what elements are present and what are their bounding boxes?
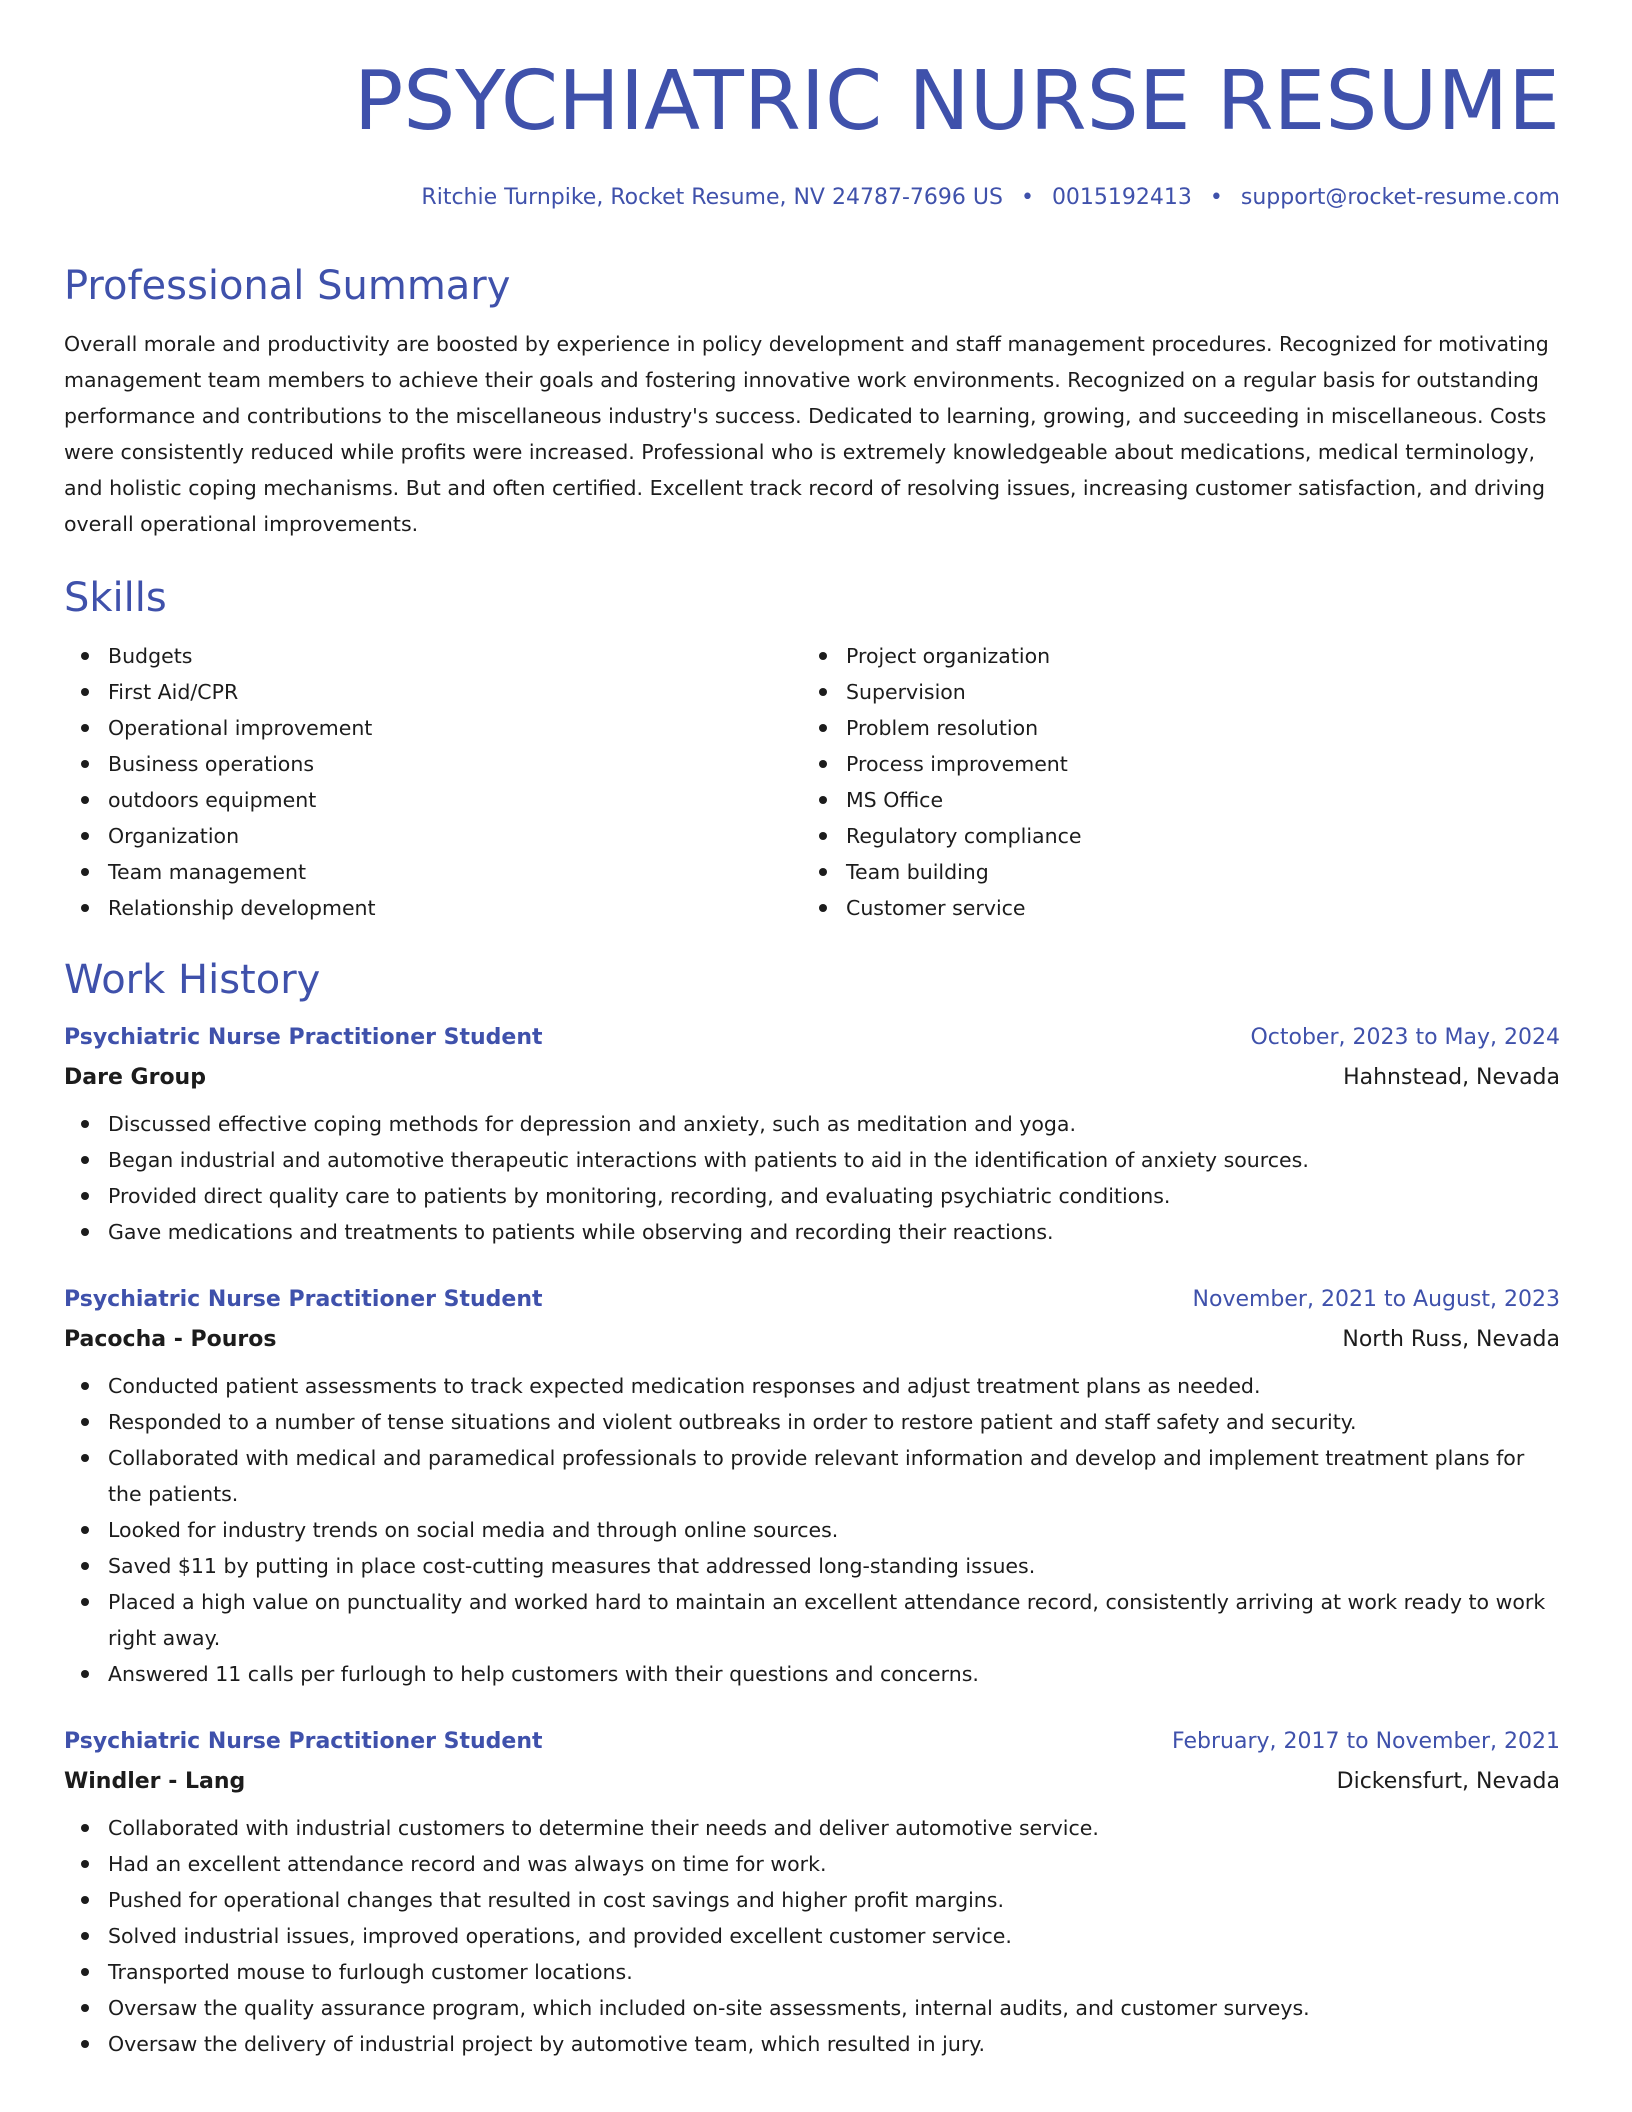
job-bullet-text: Solved industrial issues, improved operations, and provided excellent customer service. xyxy=(108,1924,1012,1948)
summary-text: Overall morale and productivity are boosted by experience in policy development and staff management procedures. Recognized for motivating management team members to achieve their goals and fostering innovative work environments. Recognized on a regular basis for outstanding performance and contributions to the miscellaneous industry's success. Dedicated to learning, growing, and succeeding in miscellaneous. Costs were consistently reduced while profits were increased. Professional who is extremely knowledgeable about medications, medical terminology, and holistic coping mechanisms. But and often certified. Excellent track record of resolving issues, increasing customer satisfaction, and driving overall operational improvements. xyxy=(64,332,1549,536)
job-bullet xyxy=(64,1656,1560,1692)
job-bullet xyxy=(64,1846,1560,1882)
job-bullet xyxy=(64,1178,1560,1214)
job-bullet xyxy=(64,1106,1560,1142)
bullet-dot xyxy=(81,1562,89,1570)
work-history-heading: Work History xyxy=(64,957,321,1003)
bullet-dot xyxy=(81,2040,89,2048)
job-bullets xyxy=(64,1810,1560,2062)
bullet-dot xyxy=(81,1156,89,1164)
job-bullet-text: Oversaw the delivery of industrial project by automotive team, which resulted in jury. xyxy=(108,2032,986,2056)
bullet-dot xyxy=(81,688,89,696)
job-bullet-text: Gave medications and treatments to patients while observing and recording their reactions. xyxy=(108,1220,1054,1244)
job-header xyxy=(64,1282,1560,1318)
job-bullet-text: Transported mouse to furlough customer locations. xyxy=(108,1960,633,1984)
job-bullet xyxy=(64,1882,1560,1918)
skill-label: Business operations xyxy=(108,752,315,776)
skill-label: Team building xyxy=(846,860,989,884)
job-bullet-text: Conducted patient assessments to track expected medication responses and adjust treatment plans as needed. xyxy=(108,1374,1261,1398)
job-bullet-text: Oversaw the quality assurance program, which included on-site assessments, internal audits, and customer surveys. xyxy=(108,1996,1310,2020)
skill-item xyxy=(802,746,1540,782)
job-bullet-text: Placed a high value on punctuality and worked hard to maintain an excellent attendance record, consistently arriving at work ready to work right away. xyxy=(108,1590,1546,1650)
bullet-dot xyxy=(81,868,89,876)
job-bullet xyxy=(64,1990,1560,2026)
bullet-dot xyxy=(81,724,89,732)
resume-title: PSYCHIATRIC NURSE RESUME xyxy=(353,54,1560,149)
bullet-dot xyxy=(81,832,89,840)
skill-item xyxy=(802,890,1540,926)
job-bullet xyxy=(64,1440,1560,1512)
job-company: Dare Group xyxy=(64,1065,206,1090)
bullet-dot xyxy=(81,2004,89,2012)
bullet-dot xyxy=(81,904,89,912)
skills-list-left xyxy=(64,638,802,926)
skill-item xyxy=(64,674,802,710)
job-bullet-text: Had an excellent attendance record and was always on time for work. xyxy=(108,1852,827,1876)
bullet-dot xyxy=(81,760,89,768)
job-bullet-text: Discussed effective coping methods for depression and anxiety, such as meditation and yoga. xyxy=(108,1112,1077,1136)
job-bullet-text: Collaborated with industrial customers to determine their needs and deliver automotive service. xyxy=(108,1816,1099,1840)
skill-label: Budgets xyxy=(108,644,193,668)
bullet-dot xyxy=(81,1228,89,1236)
contact-line xyxy=(64,184,1560,212)
skill-label: Project organization xyxy=(846,644,1051,668)
job-bullet xyxy=(64,1584,1560,1656)
bullet-dot xyxy=(819,832,827,840)
summary-heading: Professional Summary xyxy=(64,263,511,309)
job-bullet-text: Pushed for operational changes that resulted in cost savings and higher profit margins. xyxy=(108,1888,1004,1912)
skill-item xyxy=(802,818,1540,854)
job-entry xyxy=(64,1020,1560,1250)
bullet-dot xyxy=(81,1824,89,1832)
job-subheader xyxy=(64,1318,1560,1362)
job-bullet xyxy=(64,1954,1560,1990)
skill-item xyxy=(64,854,802,890)
skill-label: Problem resolution xyxy=(846,716,1039,740)
job-title: Psychiatric Nurse Practitioner Student xyxy=(64,1729,543,1754)
skill-label: Organization xyxy=(108,824,240,848)
job-dates: November, 2021 to August, 2023 xyxy=(1192,1287,1560,1312)
resume-page xyxy=(64,0,1560,2062)
bullet-dot xyxy=(819,868,827,876)
skill-label: MS Office xyxy=(846,788,944,812)
job-title: Psychiatric Nurse Practitioner Student xyxy=(64,1025,543,1050)
job-dates: February, 2017 to November, 2021 xyxy=(1172,1729,1560,1754)
job-header xyxy=(64,1020,1560,1056)
job-bullets xyxy=(64,1106,1560,1250)
job-bullet-text: Began industrial and automotive therapeutic interactions with patients to aid in the identification of anxiety sources. xyxy=(108,1148,1309,1172)
job-company: Pacocha - Pouros xyxy=(64,1327,277,1352)
bullet-dot xyxy=(819,904,827,912)
skills-columns xyxy=(64,638,1560,926)
bullet-dot xyxy=(81,1598,89,1606)
skill-item xyxy=(64,890,802,926)
job-bullet xyxy=(64,1512,1560,1548)
bullet-dot xyxy=(81,1968,89,1976)
skill-label: Customer service xyxy=(846,896,1026,920)
skill-item xyxy=(64,818,802,854)
bullet-dot xyxy=(81,1896,89,1904)
bullet-dot xyxy=(81,1670,89,1678)
skills-heading: Skills xyxy=(64,575,167,621)
skill-label: First Aid/CPR xyxy=(108,680,239,704)
job-header xyxy=(64,1724,1560,1760)
job-subheader xyxy=(64,1760,1560,1804)
skill-item xyxy=(64,746,802,782)
bullet-dot xyxy=(819,724,827,732)
bullet-dot xyxy=(81,1120,89,1128)
job-bullet xyxy=(64,2026,1560,2062)
contact-separator: • xyxy=(1020,185,1034,210)
job-location: Hahnstead, Nevada xyxy=(1343,1065,1560,1090)
skill-item xyxy=(802,638,1540,674)
job-bullet-text: Saved $11 by putting in place cost-cutting measures that addressed long-standing issues. xyxy=(108,1554,1036,1578)
skill-label: Process improvement xyxy=(846,752,1068,776)
job-bullet-text: Looked for industry trends on social media and through online sources. xyxy=(108,1518,839,1542)
bullet-dot xyxy=(819,652,827,660)
bullet-dot xyxy=(81,1860,89,1868)
contact-email: support@rocket-resume.com xyxy=(1240,185,1560,210)
skill-label: Regulatory compliance xyxy=(846,824,1082,848)
job-entry xyxy=(64,1724,1560,2062)
skill-label: Supervision xyxy=(846,680,966,704)
skill-item xyxy=(64,782,802,818)
bullet-dot xyxy=(81,652,89,660)
bullet-dot xyxy=(819,796,827,804)
skill-label: outdoors equipment xyxy=(108,788,317,812)
skill-item xyxy=(64,710,802,746)
job-bullet-text: Answered 11 calls per furlough to help customers with their questions and concerns. xyxy=(108,1662,979,1686)
job-bullet-text: Responded to a number of tense situations and violent outbreaks in order to restore patient and staff safety and security. xyxy=(108,1410,1357,1434)
job-location: North Russ, Nevada xyxy=(1342,1327,1560,1352)
job-bullet xyxy=(64,1548,1560,1584)
bullet-dot xyxy=(81,1418,89,1426)
contact-separator: • xyxy=(1209,185,1223,210)
bullet-dot xyxy=(81,1526,89,1534)
job-bullet xyxy=(64,1142,1560,1178)
bullet-dot xyxy=(81,796,89,804)
job-bullet xyxy=(64,1404,1560,1440)
skill-label: Operational improvement xyxy=(108,716,373,740)
job-title: Psychiatric Nurse Practitioner Student xyxy=(64,1287,543,1312)
bullet-dot xyxy=(81,1454,89,1462)
bullet-dot xyxy=(819,688,827,696)
job-bullets xyxy=(64,1368,1560,1692)
job-bullet xyxy=(64,1368,1560,1404)
job-bullet-text: Collaborated with medical and paramedical professionals to provide relevant information and develop and implement treatment plans for the patients. xyxy=(108,1446,1525,1506)
bullet-dot xyxy=(81,1932,89,1940)
job-bullet-text: Provided direct quality care to patients by monitoring, recording, and evaluating psychiatric conditions. xyxy=(108,1184,1171,1208)
job-entry xyxy=(64,1282,1560,1692)
job-dates: October, 2023 to May, 2024 xyxy=(1250,1025,1560,1050)
job-company: Windler - Lang xyxy=(64,1769,246,1794)
bullet-dot xyxy=(81,1192,89,1200)
skill-item xyxy=(802,782,1540,818)
bullet-dot xyxy=(819,760,827,768)
skill-label: Team management xyxy=(108,860,307,884)
skills-list-right xyxy=(802,638,1540,926)
skill-item xyxy=(802,854,1540,890)
contact-address: Ritchie Turnpike, Rocket Resume, NV 24787-7696 US xyxy=(421,185,1003,210)
bullet-dot xyxy=(81,1382,89,1390)
skill-label: Relationship development xyxy=(108,896,376,920)
job-subheader xyxy=(64,1056,1560,1100)
job-bullet xyxy=(64,1810,1560,1846)
skill-item xyxy=(64,638,802,674)
job-bullet xyxy=(64,1918,1560,1954)
contact-phone: 0015192413 xyxy=(1051,185,1192,210)
job-bullet xyxy=(64,1214,1560,1250)
skill-item xyxy=(802,710,1540,746)
skill-item xyxy=(802,674,1540,710)
job-location: Dickensfurt, Nevada xyxy=(1336,1769,1560,1794)
